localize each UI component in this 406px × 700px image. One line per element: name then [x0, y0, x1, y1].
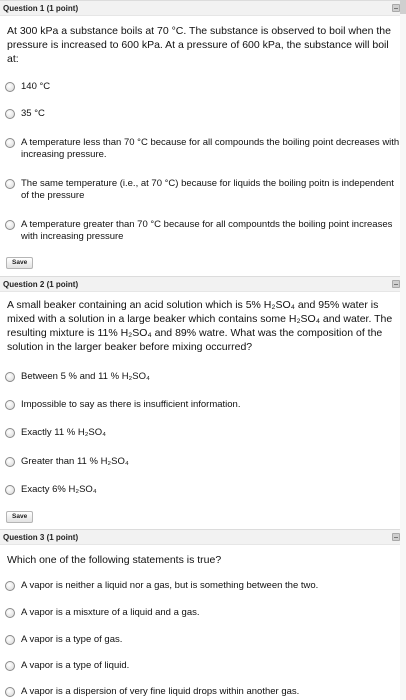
radio-icon[interactable]: [5, 220, 15, 230]
q2-option-5[interactable]: [5, 484, 401, 496]
q1-option-2[interactable]: [5, 108, 401, 120]
q1-option-4[interactable]: [5, 178, 401, 202]
q2-option-4-label: Greater than 11 % H₂SO₄: [21, 456, 129, 467]
radio-icon[interactable]: [5, 661, 15, 671]
q1-option-2-label: 35 °C: [21, 108, 45, 119]
radio-icon[interactable]: [5, 179, 15, 189]
q2-option-1[interactable]: [5, 371, 401, 383]
question-1-title: Question 1 (1 point): [3, 4, 79, 13]
question-2-header: [0, 276, 406, 292]
q3-option-4[interactable]: [5, 660, 401, 672]
question-2-title: Question 2 (1 point): [3, 280, 79, 289]
q3-option-3-label: A vapor is a type of gas.: [21, 634, 123, 645]
collapse-icon[interactable]: [392, 4, 400, 12]
radio-icon[interactable]: [5, 372, 15, 382]
q2-option-3[interactable]: [5, 427, 401, 439]
q3-option-2[interactable]: [5, 607, 401, 619]
q3-option-2-label: A vapor is a misxture of a liquid and a gas.: [21, 607, 200, 618]
radio-icon[interactable]: [5, 485, 15, 495]
q3-option-1[interactable]: [5, 580, 401, 592]
radio-icon[interactable]: [5, 428, 15, 438]
question-1-header: [0, 0, 406, 16]
q3-option-4-label: A vapor is a type of liquid.: [21, 660, 130, 671]
q3-option-3[interactable]: [5, 634, 401, 646]
question-1-text: At 300 kPa a substance boils at 70 °C. The substance is observed to boil when the pressure is increased to 600 kPa. At a pressure of 600 kPa, the substance will boil at:: [7, 25, 391, 65]
scrollbar[interactable]: [400, 0, 406, 700]
q2-option-3-label: Exactly 11 % H₂SO₄: [21, 427, 106, 438]
question-2-text: A small beaker containing an acid solution which is 5% H₂SO₄ and 95% water is mixed with a solution in a large beaker which contains some H₂SO₄ and water. The resulting mixture is 11% H₂SO₄ and 89% watre. What was the composition of the solution in the larger beaker before mixing occurred?: [7, 299, 393, 353]
question-3-header: [0, 529, 406, 545]
q1-option-4-label: The same temperature (i.e., at 70 °C) because for liquids the boiling poitn is independent of the pressure: [21, 178, 394, 201]
q3-option-5[interactable]: [5, 686, 401, 698]
scrollbar-thumb[interactable]: [400, 0, 406, 14]
q1-option-3[interactable]: [5, 137, 401, 161]
q1-save-button[interactable]: Save: [6, 257, 33, 269]
q2-option-2[interactable]: [5, 399, 401, 411]
radio-icon[interactable]: [5, 109, 15, 119]
q1-option-1[interactable]: [5, 81, 401, 93]
radio-icon[interactable]: [5, 82, 15, 92]
q2-option-4[interactable]: [5, 456, 401, 468]
q3-option-1-label: A vapor is neither a liquid nor a gas, but is something between the two.: [21, 580, 319, 591]
collapse-icon[interactable]: [392, 533, 400, 541]
radio-icon[interactable]: [5, 457, 15, 467]
question-3-title: Question 3 (1 point): [3, 533, 79, 542]
q3-option-5-label: A vapor is a dispersion of very fine liquid drops within another gas.: [21, 686, 300, 697]
q1-option-5-label: A temperature greater than 70 °C because for all compountds the boiling point increases with increasing pressure: [21, 219, 393, 242]
radio-icon[interactable]: [5, 581, 15, 591]
radio-icon[interactable]: [5, 687, 15, 697]
q2-save-button[interactable]: Save: [6, 511, 33, 523]
radio-icon[interactable]: [5, 608, 15, 618]
q2-option-2-label: Impossible to say as there is insufficient information.: [21, 399, 241, 410]
radio-icon[interactable]: [5, 635, 15, 645]
radio-icon[interactable]: [5, 400, 15, 410]
q1-option-5[interactable]: [5, 219, 401, 243]
q1-option-3-label: A temperature less than 70 °C because for all compounds the boiling point decreases with increasing pressure.: [21, 137, 400, 160]
radio-icon[interactable]: [5, 138, 15, 148]
question-3-text: Which one of the following statements is true?: [7, 554, 222, 566]
collapse-icon[interactable]: [392, 280, 400, 288]
q1-option-1-label: 140 °C: [21, 81, 51, 92]
q2-option-1-label: Between 5 % and 11 % H₂SO₄: [21, 371, 150, 382]
q2-option-5-label: Exacty 6% H₂SO₄: [21, 484, 97, 495]
